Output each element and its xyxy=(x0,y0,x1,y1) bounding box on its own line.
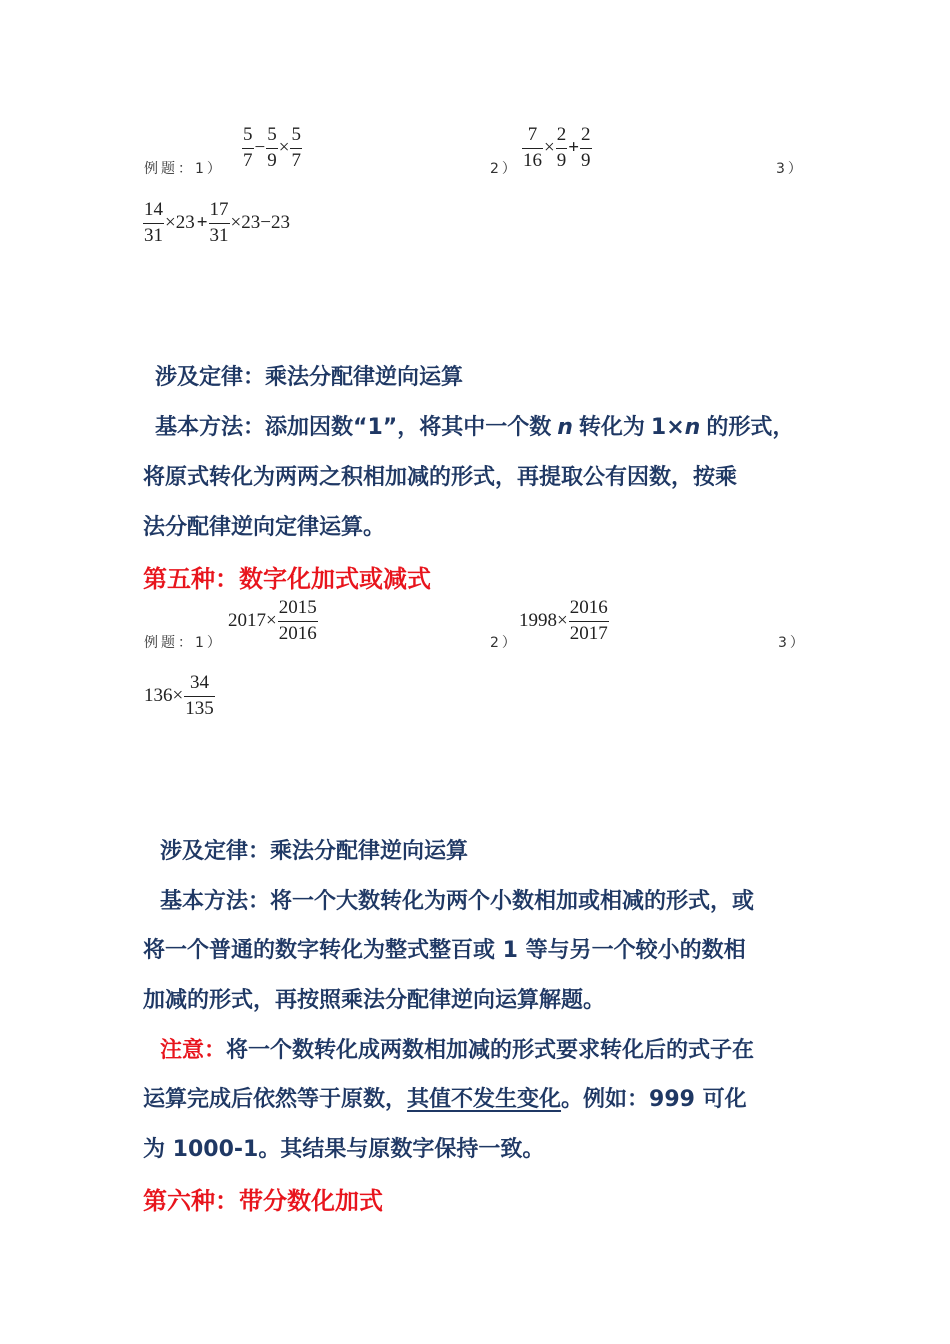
math-expression-5: 1998× $\frac{2016}{2017}$ xyxy=(519,597,608,644)
note-line-2: 运算完成后依然等于原数，其值不发生变化。例如：999 可化 xyxy=(143,1087,747,1112)
fraction: $\frac{17}{31}$ xyxy=(209,199,229,246)
law-line: 涉及定律：乘法分配律逆向运算 xyxy=(155,365,464,390)
math-expression-6: 136× $\frac{34}{135}$ xyxy=(144,672,214,719)
method-line-2: 将一个普通的数字转化为整式整百或 1 等与另一个较小的数相 xyxy=(143,938,746,963)
example-label: 例题：1） xyxy=(144,161,224,177)
note-label: 注意： xyxy=(160,1038,227,1063)
fraction: $\frac{7}{16}$ xyxy=(523,124,542,171)
section-heading: 第五种：数字化加式或减式 xyxy=(143,565,431,593)
method-line-1: 基本方法：添加因数“1”，将其中一个数 n 转化为 1×n 的形式， xyxy=(155,415,795,440)
method-line-1: 基本方法：将一个大数转化为两个小数相加或相减的形式，或 xyxy=(160,889,755,914)
method-line-3: 法分配律逆向定律运算。 xyxy=(143,515,386,540)
math-expression-1: $\frac{5}{7}$ − $\frac{5}{9}$ × $\frac{5}{7}$ xyxy=(243,124,301,171)
fraction: $\frac{5}{7}$ xyxy=(291,124,301,171)
fraction: $\frac{2}{9}$ xyxy=(581,124,591,171)
math-expression-3: $\frac{14}{31}$ ×23 + $\frac{17}{31}$ ×23−23 xyxy=(144,199,290,246)
example-number: 3） xyxy=(778,635,807,651)
fraction: $\frac{2015}{2016}$ xyxy=(278,597,317,644)
fraction: $\frac{2016}{2017}$ xyxy=(569,597,608,644)
math-expression-2: $\frac{7}{16}$ × $\frac{2}{9}$ + $\frac{2}{9}$ xyxy=(523,124,591,171)
example-label: 例题：1） xyxy=(144,635,224,651)
note-line-1: 注意：将一个数转化成两数相加减的形式要求转化后的式子在 xyxy=(160,1038,755,1063)
fraction: $\frac{5}{7}$ xyxy=(243,124,253,171)
fraction: $\frac{2}{9}$ xyxy=(556,124,567,171)
underlined-phrase: 其值不发生变化 xyxy=(407,1087,562,1112)
method-line-3: 加减的形式，再按照乘法分配律逆向运算解题。 xyxy=(143,988,606,1013)
math-expression-4: 2017× $\frac{2015}{2016}$ xyxy=(228,597,317,644)
note-line-3: 为 1000-1。其结果与原数字保持一致。 xyxy=(143,1137,545,1162)
section-heading: 第六种：带分数化加式 xyxy=(143,1187,383,1215)
fraction: $\frac{14}{31}$ xyxy=(144,199,163,246)
example-number: 2） xyxy=(490,161,519,177)
example-number: 2） xyxy=(490,635,519,651)
method-line-2: 将原式转化为两两之积相加减的形式，再提取公有因数，按乘 xyxy=(143,465,738,490)
fraction: $\frac{34}{135}$ xyxy=(185,672,214,719)
law-line: 涉及定律：乘法分配律逆向运算 xyxy=(160,839,469,864)
fraction: $\frac{5}{9}$ xyxy=(267,124,277,171)
example-number: 3） xyxy=(776,161,805,177)
